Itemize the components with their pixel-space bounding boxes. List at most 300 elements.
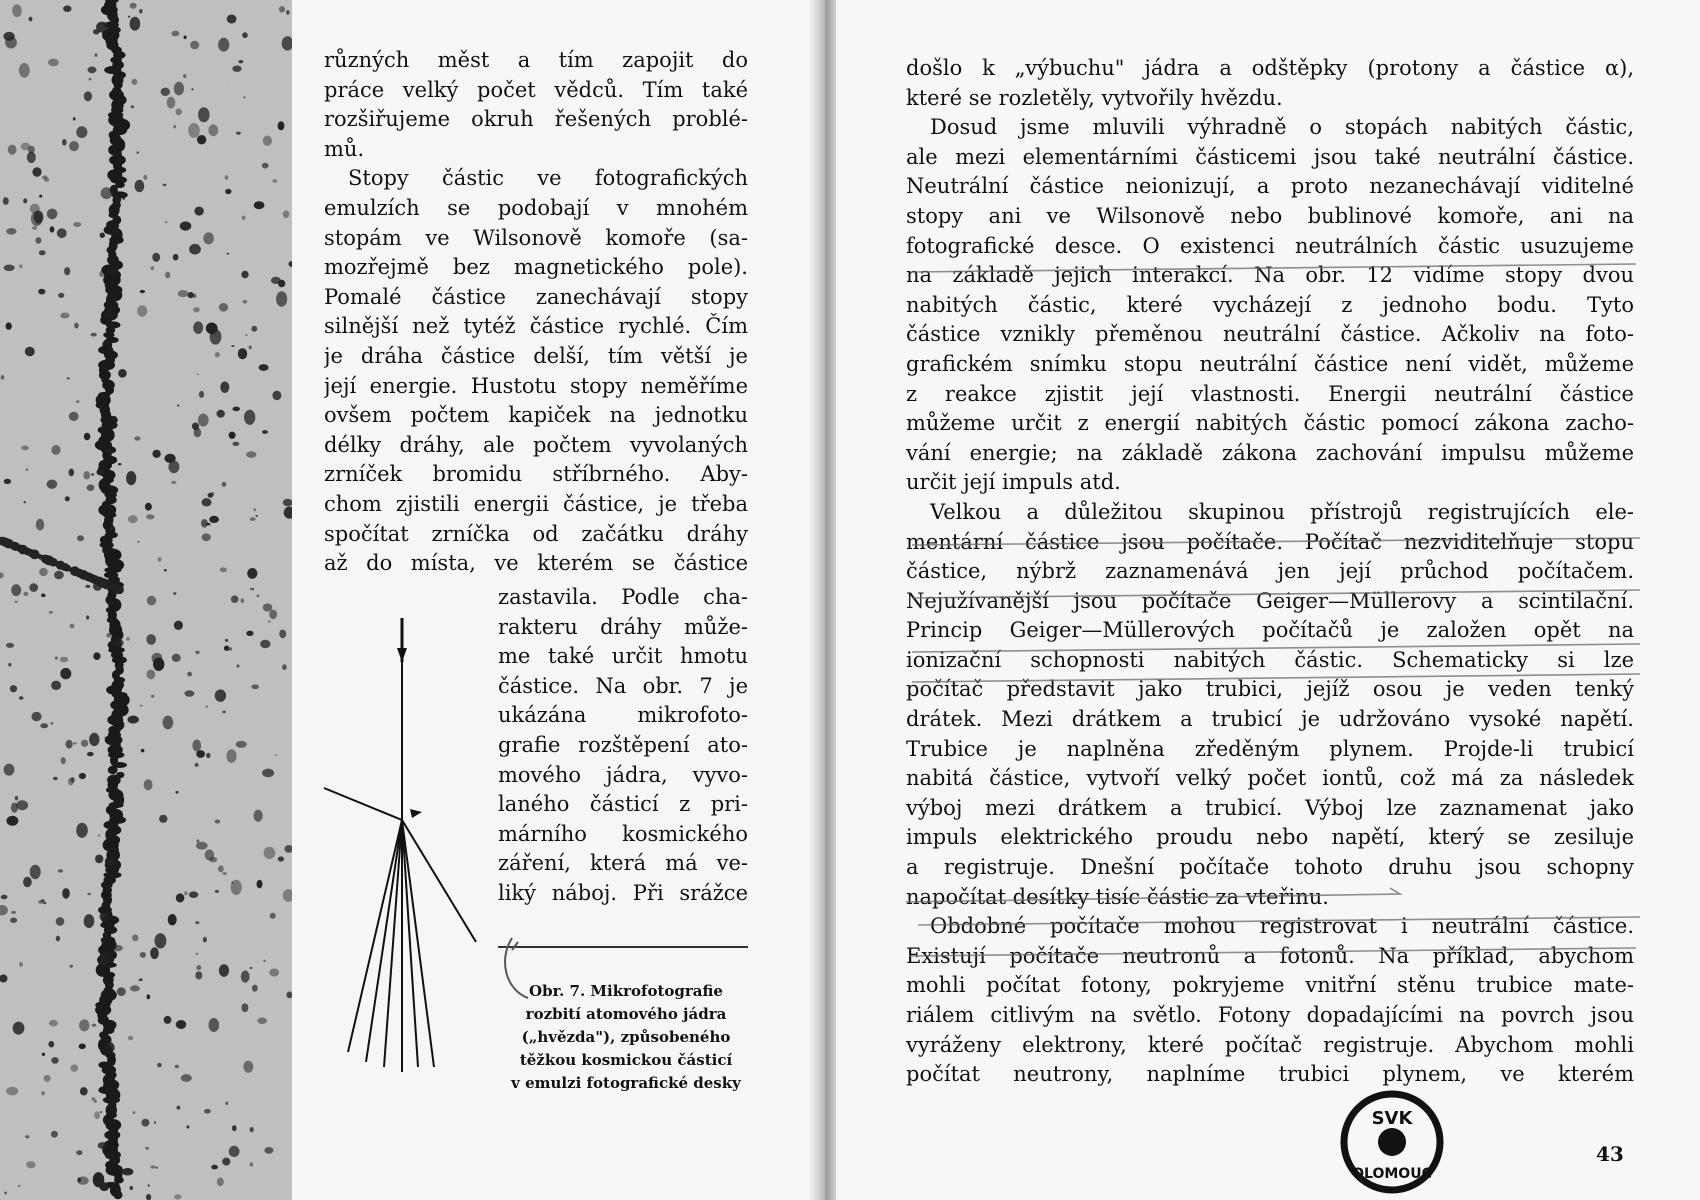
emulsion-grain — [165, 272, 170, 279]
emulsion-grain — [257, 1017, 267, 1024]
emulsion-grain — [117, 987, 126, 996]
text-line: riálem citlivým na světlo. Fotony dopadajícími na povrch jsou — [906, 1003, 1634, 1027]
emulsion-grain — [51, 1131, 58, 1138]
text-line: částice, nýbrž zaznamenává jen její průchod počítačem. — [906, 559, 1634, 584]
emulsion-grain — [184, 690, 194, 696]
micrograph-image — [0, 0, 292, 1200]
emulsion-grain — [81, 740, 88, 747]
emulsion-grain — [208, 493, 214, 498]
emulsion-grain — [257, 880, 263, 888]
emulsion-grain — [11, 584, 21, 596]
text-line: mů. — [324, 136, 365, 161]
emulsion-grain — [105, 736, 108, 739]
emulsion-grain — [176, 109, 182, 116]
emulsion-grain — [113, 945, 123, 951]
text-line: částice. Na obr. 7 je — [498, 673, 748, 698]
emulsion-grain — [238, 60, 243, 63]
text-line: mohli počítat fotony, pokryjeme vnitřní stěnu trubice mate- — [906, 973, 1634, 998]
emulsion-grain — [254, 201, 265, 209]
emulsion-grain — [94, 1111, 100, 1119]
emulsion-grain — [140, 705, 143, 707]
emulsion-grain — [113, 639, 124, 647]
emulsion-grain — [76, 126, 87, 138]
emulsion-grain — [241, 971, 250, 983]
emulsion-grain — [257, 595, 260, 598]
emulsion-grain — [174, 82, 184, 96]
emulsion-grain — [197, 374, 199, 376]
emulsion-grain — [140, 290, 145, 293]
emulsion-grain — [73, 222, 81, 227]
emulsion-grain — [236, 132, 241, 135]
text-line: došlo k „výbuchu" jádra a odštěpky (protony a částice α), — [906, 56, 1634, 80]
emulsion-grain — [159, 815, 167, 823]
arrow-small-icon — [410, 809, 422, 818]
text-line: emulzích se podobají v mnohém — [324, 195, 748, 220]
emulsion-grain — [168, 461, 179, 474]
text-line: ovšem počtem kapiček na jednotku — [324, 403, 748, 428]
emulsion-grain — [23, 198, 27, 203]
emulsion-grain — [145, 503, 152, 511]
emulsion-grain — [21, 143, 31, 151]
emulsion-grain — [73, 117, 76, 120]
emulsion-grain — [232, 66, 241, 72]
emulsion-grain — [44, 1075, 51, 1082]
emulsion-grain — [252, 985, 258, 992]
text-line: z reakce zjistit její vlastnosti. Energii neutrální částice — [906, 381, 1634, 406]
emulsion-grain — [241, 271, 248, 278]
emulsion-grain — [189, 244, 201, 255]
emulsion-grain — [225, 189, 231, 194]
emulsion-grain — [60, 668, 71, 679]
emulsion-grain — [128, 716, 139, 724]
emulsion-grain — [26, 1161, 35, 1168]
emulsion-grain — [278, 280, 285, 287]
track-line-4 — [402, 820, 418, 1067]
emulsion-grain — [126, 471, 136, 485]
emulsion-grain — [184, 36, 187, 40]
emulsion-grain — [6, 643, 14, 648]
emulsion-grain — [247, 568, 257, 579]
text-line: impuls elektrického proudu nebo napětí, který se zesiluje — [906, 825, 1634, 850]
text-line: silnější než tytéž částice rychlé. Čím — [324, 314, 748, 339]
emulsion-grain — [218, 38, 229, 52]
emulsion-grain — [163, 716, 174, 730]
text-line: napočítat desítky tisíc částic za vteřinu. — [906, 884, 1329, 909]
emulsion-grain — [278, 856, 284, 861]
emulsion-grain — [155, 1167, 158, 1169]
emulsion-grain — [18, 1185, 20, 1187]
emulsion-grain — [6, 228, 16, 235]
emulsion-grain — [100, 233, 105, 238]
emulsion-grain — [106, 833, 112, 838]
text-line: a registruje. Dnešní počítače tohoto druhu jsou schopny — [906, 855, 1634, 880]
emulsion-grain — [67, 377, 70, 379]
emulsion-grain — [6, 1087, 18, 1096]
emulsion-grain — [41, 1091, 44, 1095]
emulsion-grain — [104, 1042, 115, 1053]
emulsion-grain — [60, 313, 69, 319]
emulsion-grain — [49, 611, 53, 614]
emulsion-grain — [79, 1044, 86, 1050]
emulsion-grain — [70, 1064, 78, 1071]
emulsion-grain — [168, 914, 177, 925]
text-line: určit její impuls atd. — [906, 470, 1121, 495]
emulsion-grain — [60, 657, 69, 663]
emulsion-grain — [47, 209, 58, 220]
emulsion-grain — [139, 9, 143, 14]
emulsion-grain — [231, 345, 234, 347]
emulsion-grain — [146, 514, 154, 519]
emulsion-grain — [218, 865, 224, 872]
emulsion-grain — [173, 254, 179, 261]
emulsion-grain — [229, 432, 236, 439]
emulsion-grain — [110, 270, 118, 276]
emulsion-grain — [197, 839, 200, 842]
emulsion-grain — [210, 329, 222, 345]
emulsion-grain — [163, 184, 167, 186]
emulsion-grain — [175, 1065, 179, 1069]
emulsion-grain — [151, 266, 154, 270]
emulsion-grain — [171, 481, 176, 485]
side-track-grain — [115, 585, 124, 594]
emulsion-grain — [93, 29, 100, 34]
emulsion-grain — [272, 179, 277, 183]
emulsion-grain — [246, 631, 253, 636]
text-line: Neutrální částice neionizují, a proto nezanechávají viditelné — [906, 174, 1634, 199]
caption-rule — [498, 946, 748, 948]
emulsion-grain — [11, 911, 16, 914]
emulsion-grain — [190, 41, 199, 49]
emulsion-grain — [5, 37, 17, 49]
emulsion-grain — [64, 267, 70, 275]
emulsion-grain — [194, 428, 202, 438]
emulsion-grain — [143, 175, 147, 180]
emulsion-grain — [226, 749, 236, 763]
emulsion-grain — [175, 791, 178, 794]
emulsion-grain — [225, 175, 229, 180]
text-line: drátek. Mezi drátkem a trubicí je udržováno vysoké napětí. — [906, 707, 1634, 732]
emulsion-grain — [105, 857, 117, 866]
emulsion-grain — [112, 416, 117, 421]
emulsion-grain — [1, 375, 5, 380]
emulsion-grain — [132, 79, 138, 85]
emulsion-grain — [276, 291, 287, 307]
emulsion-grain — [263, 604, 273, 612]
track-line-5 — [402, 820, 434, 1067]
text-line: márního kosmického — [498, 821, 748, 846]
emulsion-grain — [6, 322, 12, 329]
emulsion-grain — [219, 964, 229, 977]
text-line: Princip Geiger—Müllerových počítačů je založen opět na — [906, 618, 1634, 643]
emulsion-grain — [225, 1102, 228, 1106]
emulsion-grain — [172, 654, 181, 662]
emulsion-grain — [10, 918, 17, 923]
emulsion-grain — [173, 592, 176, 595]
emulsion-grain — [209, 1018, 220, 1032]
emulsion-grain — [222, 872, 227, 875]
emulsion-grain — [137, 151, 139, 154]
emulsion-grain — [199, 391, 204, 398]
text-line: práce velký počet vědců. Tím také — [324, 77, 748, 102]
text-line: které se rozletěly, vytvořily hvězdu. — [906, 85, 1283, 110]
emulsion-grain — [243, 300, 248, 304]
emulsion-grain — [99, 271, 105, 277]
emulsion-grain — [262, 769, 274, 778]
emulsion-grain — [193, 307, 200, 312]
emulsion-grain — [43, 902, 46, 905]
emulsion-grain — [31, 712, 41, 721]
emulsion-grain — [95, 53, 98, 57]
emulsion-grain — [98, 834, 100, 837]
emulsion-grain — [270, 913, 276, 919]
emulsion-grain — [195, 971, 202, 979]
emulsion-grain — [217, 1178, 224, 1187]
emulsion-grain — [250, 1162, 253, 1166]
emulsion-grain — [62, 888, 70, 899]
emulsion-grain — [224, 646, 229, 651]
emulsion-grain — [26, 468, 28, 471]
emulsion-grain — [242, 32, 248, 38]
emulsion-grain — [89, 733, 99, 746]
emulsion-grain — [178, 290, 189, 297]
emulsion-grain — [206, 753, 210, 758]
emulsion-grain — [84, 914, 95, 928]
emulsion-grain — [40, 723, 48, 728]
text-line: Obdobné počítače mohou registrovat i neutrální částice. — [930, 914, 1634, 939]
emulsion-grain — [283, 210, 290, 218]
emulsion-grain — [69, 469, 75, 477]
emulsion-grain — [76, 1150, 82, 1155]
emulsion-grain — [227, 253, 230, 255]
emulsion-grain — [215, 890, 219, 893]
emulsion-grain — [79, 773, 86, 779]
emulsion-grain — [30, 865, 41, 879]
emulsion-grain — [227, 15, 237, 24]
text-line: stopám ve Wilsonově komoře (sa- — [324, 225, 748, 250]
emulsion-grain — [61, 757, 66, 764]
emulsion-grain — [180, 221, 192, 230]
emulsion-grain — [155, 933, 167, 948]
emulsion-grain — [58, 293, 64, 298]
emulsion-grain — [56, 936, 60, 942]
emulsion-grain — [192, 740, 201, 752]
emulsion-grain — [204, 1109, 211, 1114]
emulsion-grain — [83, 471, 90, 479]
emulsion-grain — [250, 588, 254, 591]
emulsion-grain — [42, 176, 48, 180]
emulsion-grain — [126, 637, 130, 641]
emulsion-grain — [115, 197, 121, 202]
emulsion-grain — [4, 764, 15, 776]
emulsion-grain — [130, 17, 141, 31]
emulsion-grain — [66, 740, 73, 749]
emulsion-grain — [118, 463, 122, 465]
emulsion-grain — [193, 293, 197, 298]
emulsion-grain — [101, 187, 113, 199]
emulsion-grain — [128, 1036, 133, 1040]
emulsion-grain — [191, 88, 193, 90]
emulsion-grain — [113, 230, 119, 234]
emulsion-grain — [275, 754, 278, 756]
emulsion-grain — [19, 63, 30, 78]
text-line: vyráženy elektrony, které počítač registruje. Abychom mohli — [906, 1032, 1634, 1057]
emulsion-grain — [99, 953, 110, 966]
emulsion-grain — [215, 689, 226, 701]
text-line: záření, která má ve- — [498, 851, 748, 876]
text-line: mentární částice jsou počítače. Počítač nezviditelňuje stopu — [906, 529, 1634, 554]
emulsion-grain — [98, 1142, 108, 1149]
emulsion-grain — [92, 1024, 97, 1027]
emulsion-grain — [202, 498, 212, 506]
emulsion-grain — [77, 1176, 88, 1184]
emulsion-grain — [243, 1061, 253, 1073]
emulsion-grain — [84, 91, 92, 101]
emulsion-grain — [193, 321, 203, 334]
caption-line: Obr. 7. Mikrofotografie — [529, 982, 723, 1000]
emulsion-grain — [286, 10, 289, 15]
text-line: rakteru dráhy může- — [498, 614, 748, 639]
emulsion-grain — [147, 994, 151, 999]
track-line-left — [324, 788, 402, 820]
emulsion-grain — [279, 6, 285, 12]
emulsion-grain — [6, 816, 18, 826]
text-line: na základě jejich interakcí. Na obr. 12 vidíme stopy dvou — [906, 263, 1634, 288]
emulsion-grain — [47, 480, 58, 489]
emulsion-grain — [154, 1121, 156, 1124]
emulsion-grain — [201, 519, 208, 528]
emulsion-grain — [231, 881, 233, 884]
emulsion-grain — [4, 1192, 6, 1195]
emulsion-grain — [77, 535, 84, 541]
emulsion-grain — [157, 1063, 161, 1067]
emulsion-grain — [187, 672, 192, 677]
emulsion-grain — [69, 412, 79, 421]
emulsion-grain — [189, 891, 198, 898]
emulsion-grain — [188, 123, 200, 138]
emulsion-grain — [231, 595, 239, 603]
track-line-right — [402, 820, 476, 942]
emulsion-grain — [51, 445, 60, 455]
emulsion-grain — [161, 88, 170, 96]
emulsion-grain — [130, 3, 137, 9]
emulsion-grain — [250, 967, 253, 969]
emulsion-grain — [131, 105, 135, 108]
stamp-text-bottom: OLOMOUC — [1352, 1166, 1432, 1182]
text-line: rozšiřujeme okruh řešených problé- — [324, 107, 748, 132]
emulsion-grain — [196, 953, 199, 955]
text-line: nabitých částic, které vycházejí z jednoho bodu. Tyto — [906, 292, 1634, 317]
emulsion-grain — [195, 921, 199, 924]
emulsion-grain — [209, 516, 219, 523]
emulsion-grain — [11, 803, 18, 813]
star-figure — [322, 612, 482, 1082]
emulsion-grain — [147, 596, 156, 606]
emulsion-grain — [205, 706, 208, 708]
emulsion-grain — [251, 326, 257, 332]
emulsion-grain — [49, 1020, 58, 1027]
emulsion-grain — [222, 482, 227, 487]
emulsion-grain — [13, 1022, 25, 1035]
emulsion-grain — [4, 479, 11, 484]
emulsion-grain — [164, 569, 167, 572]
text-line: ukázána mikrofoto- — [498, 703, 748, 728]
emulsion-grain — [236, 741, 247, 748]
emulsion-grain — [31, 211, 42, 226]
emulsion-grain — [282, 664, 287, 670]
caption-line: v emulzi fotografické desky — [511, 1074, 741, 1092]
emulsion-grain — [246, 451, 256, 458]
particle-track-photograph — [0, 0, 292, 1200]
emulsion-grain — [229, 647, 232, 651]
emulsion-grain — [262, 163, 269, 169]
emulsion-grain — [198, 107, 210, 122]
emulsion-grain — [195, 763, 199, 767]
emulsion-grain — [93, 1172, 105, 1187]
emulsion-grain — [264, 1147, 273, 1154]
caption-line: těžkou kosmickou částicí — [519, 1051, 733, 1069]
emulsion-grain — [36, 519, 44, 531]
emulsion-grain — [48, 59, 59, 67]
text-line: až do místa, ve kterém se částice — [324, 551, 748, 576]
emulsion-grain — [176, 893, 185, 902]
text-line: Velkou a důležitou skupinou přístrojů registrujících ele- — [930, 499, 1634, 524]
emulsion-grain — [51, 722, 53, 724]
emulsion-grain — [19, 962, 23, 967]
emulsion-grain — [63, 5, 71, 12]
text-line: ionizační schopnosti nabitých částic. Schematicky si lze — [906, 647, 1634, 672]
emulsion-grain — [118, 369, 127, 378]
emulsion-grain — [95, 855, 103, 864]
emulsion-grain — [91, 333, 97, 337]
emulsion-grain — [8, 663, 11, 667]
emulsion-grain — [250, 517, 256, 521]
text-line: chom zjistili energii částice, je třeba — [324, 491, 748, 516]
emulsion-grain — [194, 207, 203, 216]
emulsion-grain — [38, 289, 45, 295]
emulsion-grain — [150, 1165, 155, 1168]
text-line: různých měst a tím zapojit do — [324, 48, 748, 72]
emulsion-grain — [140, 952, 146, 958]
emulsion-grain — [145, 1147, 149, 1150]
emulsion-grain — [100, 912, 110, 922]
emulsion-grain — [87, 484, 95, 491]
emulsion-grain — [272, 391, 281, 400]
emulsion-grain — [70, 965, 73, 968]
emulsion-grain — [39, 250, 46, 255]
emulsion-grain — [15, 601, 18, 603]
emulsion-grain — [69, 141, 79, 151]
emulsion-grain — [176, 1020, 187, 1029]
emulsion-grain — [244, 97, 246, 99]
emulsion-grain — [50, 226, 55, 232]
emulsion-grain — [237, 664, 240, 667]
emulsion-grain — [68, 778, 74, 786]
emulsion-grain — [152, 253, 160, 262]
emulsion-grain — [57, 228, 67, 238]
emulsion-grain — [262, 430, 268, 434]
emulsion-grain — [134, 436, 140, 440]
emulsion-grain — [146, 634, 156, 645]
emulsion-grain — [116, 225, 119, 227]
emulsion-grain — [181, 1074, 192, 1082]
emulsion-grain — [79, 1019, 89, 1031]
emulsion-grain — [202, 533, 211, 541]
text-line: Stopy částic ve fotografických — [348, 166, 748, 191]
text-line: me také určit hmotu — [498, 644, 748, 669]
emulsion-grain — [32, 167, 41, 177]
emulsion-grain — [187, 1125, 190, 1128]
emulsion-grain — [150, 947, 159, 959]
